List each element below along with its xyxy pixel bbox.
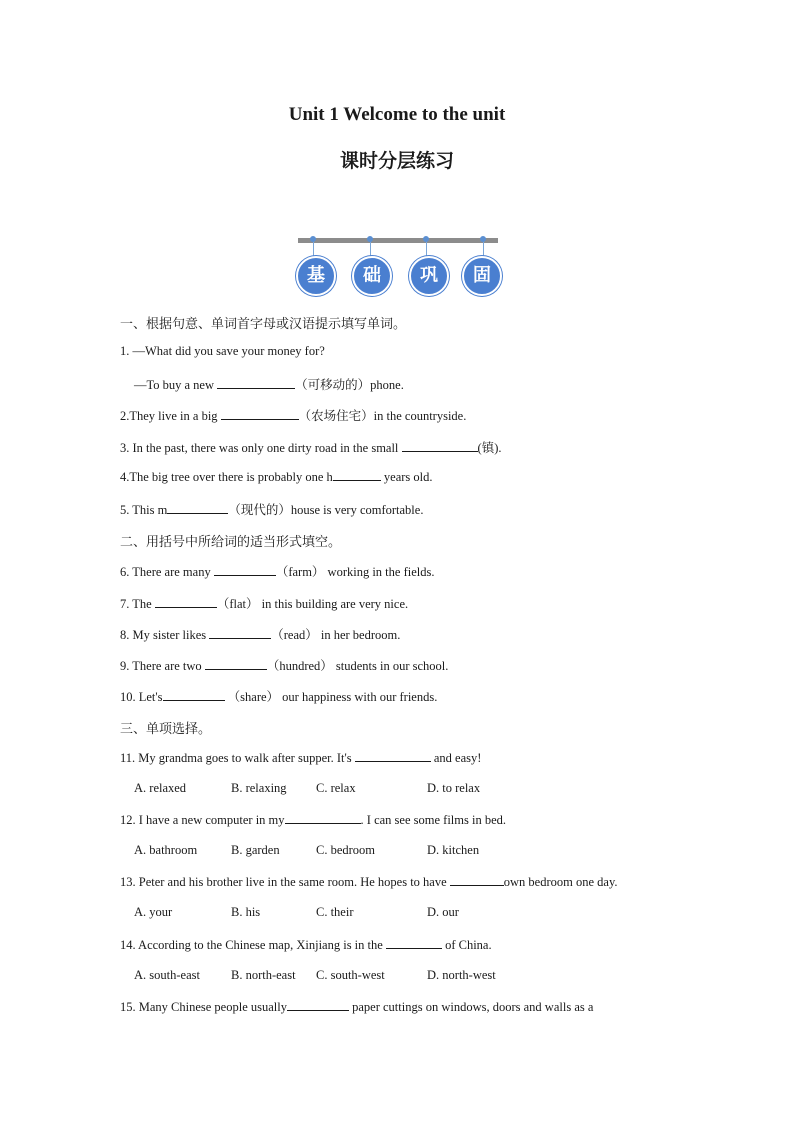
answer-blank[interactable] — [285, 812, 361, 824]
answer-blank[interactable] — [386, 937, 442, 949]
answer-blank[interactable] — [355, 750, 431, 762]
banner-dot — [367, 236, 373, 242]
answer-blank[interactable] — [217, 377, 295, 389]
question-text: （可移动的）phone. — [295, 378, 404, 392]
answer-blank[interactable] — [287, 999, 349, 1011]
question-7 — [120, 594, 408, 612]
question-text: 4.The big tree over there is probably one h — [120, 470, 333, 484]
option-c[interactable]: C. their — [316, 905, 354, 919]
question-text: 8. My sister likes — [120, 628, 210, 642]
question-1-line-1: 1. —What did you save your money for? — [120, 344, 325, 358]
question-15 — [120, 999, 593, 1015]
option-b[interactable]: B. relaxing — [231, 781, 287, 795]
question-text: （flat） in this building are very nice. — [216, 597, 409, 611]
question-text: （farm） working in the fields. — [275, 565, 435, 579]
question-5 — [120, 500, 423, 518]
answer-blank[interactable] — [402, 440, 478, 452]
option-a[interactable]: A. relaxed — [134, 781, 187, 795]
section-heading-3: 三、单项选择。 — [120, 722, 212, 737]
answer-blank[interactable] — [155, 596, 217, 608]
banner-char-gong: 巩 — [409, 256, 449, 296]
banner-bar — [298, 238, 498, 243]
answer-blank[interactable] — [163, 689, 225, 701]
question-text: paper cuttings on windows, doors and walls as a — [349, 1000, 594, 1014]
question-text: 15. Many Chinese people usually — [120, 1000, 287, 1014]
banner-char-chu: 础 — [352, 256, 392, 296]
question-text: and easy! — [430, 751, 482, 765]
option-b[interactable]: B. garden — [231, 843, 280, 857]
answer-blank[interactable] — [205, 658, 267, 670]
question-14 — [120, 937, 492, 953]
question-text: 3. In the past, there was only one dirty road in the small — [120, 441, 402, 455]
option-d[interactable]: D. north-west — [427, 968, 496, 982]
option-a[interactable]: A. south-east — [134, 968, 200, 982]
question-10 — [120, 687, 437, 705]
question-11 — [120, 750, 481, 766]
answer-blank[interactable] — [214, 564, 276, 576]
question-text: （share） our happiness with our friends. — [224, 690, 438, 704]
question-text: 7. The — [120, 597, 155, 611]
option-d[interactable]: D. our — [427, 905, 459, 919]
banner-char-ji: 基 — [296, 256, 336, 296]
question-text: 6. There are many — [120, 565, 214, 579]
question-2 — [120, 406, 466, 424]
option-c[interactable]: C. south-west — [316, 968, 385, 982]
page-title: Unit 1 Welcome to the unit — [288, 104, 506, 125]
question-text: （hundred） students in our school. — [266, 659, 449, 673]
question-text: 9. There are two — [120, 659, 205, 673]
question-text: . I can see some films in bed. — [360, 813, 506, 827]
question-3 — [120, 438, 501, 456]
answer-blank[interactable] — [221, 408, 299, 420]
page-subtitle: 课时分层练习 — [339, 150, 454, 172]
question-text: （现代的）house is very comfortable. — [228, 503, 424, 517]
banner-dot — [310, 236, 316, 242]
answer-blank[interactable] — [209, 627, 271, 639]
question-text: 5. This m — [120, 503, 168, 517]
option-b[interactable]: B. his — [231, 905, 261, 919]
question-text: years old. — [380, 470, 433, 484]
answer-blank[interactable] — [167, 502, 228, 514]
question-text: 14. According to the Chinese map, Xinjiang is in the — [120, 938, 386, 952]
question-text: （农场住宅）in the countryside. — [298, 409, 467, 423]
option-a[interactable]: A. bathroom — [134, 843, 198, 857]
question-6 — [120, 562, 434, 580]
question-text: own bedroom one day. — [503, 875, 618, 889]
question-9 — [120, 656, 448, 674]
question-text: of China. — [441, 938, 492, 952]
section-heading-1: 一、根据句意、单词首字母或汉语提示填写单词。 — [120, 317, 407, 332]
question-text: （read） in her bedroom. — [271, 628, 401, 642]
answer-blank[interactable] — [450, 874, 504, 886]
answer-blank[interactable] — [333, 469, 381, 481]
option-c[interactable]: C. bedroom — [316, 843, 376, 857]
option-d[interactable]: D. to relax — [427, 781, 481, 795]
banner-char-gu: 固 — [462, 256, 502, 296]
question-12 — [120, 812, 506, 828]
question-text: 13. Peter and his brother live in the same room. He hopes to have — [120, 875, 450, 889]
option-c[interactable]: C. relax — [316, 781, 356, 795]
section-banner — [296, 236, 502, 296]
banner-dot — [423, 236, 429, 242]
section-heading-2: 二、用括号中所给词的适当形式填空。 — [120, 535, 342, 550]
question-text: 12. I have a new computer in my — [120, 813, 285, 827]
question-4 — [120, 469, 433, 485]
question-text: —To buy a new — [134, 378, 218, 392]
banner-dot — [480, 236, 486, 242]
option-b[interactable]: B. north-east — [231, 968, 296, 982]
option-a[interactable]: A. your — [134, 905, 173, 919]
question-text: 10. Let's — [120, 690, 163, 704]
question-text: 2.They live in a big — [120, 409, 221, 423]
question-8 — [120, 625, 400, 643]
question-text: 11. My grandma goes to walk after supper. It's — [120, 751, 355, 765]
question-13 — [120, 874, 618, 890]
question-text: (镇). — [477, 441, 502, 455]
question-1-line-2 — [134, 375, 404, 393]
option-d[interactable]: D. kitchen — [427, 843, 480, 857]
